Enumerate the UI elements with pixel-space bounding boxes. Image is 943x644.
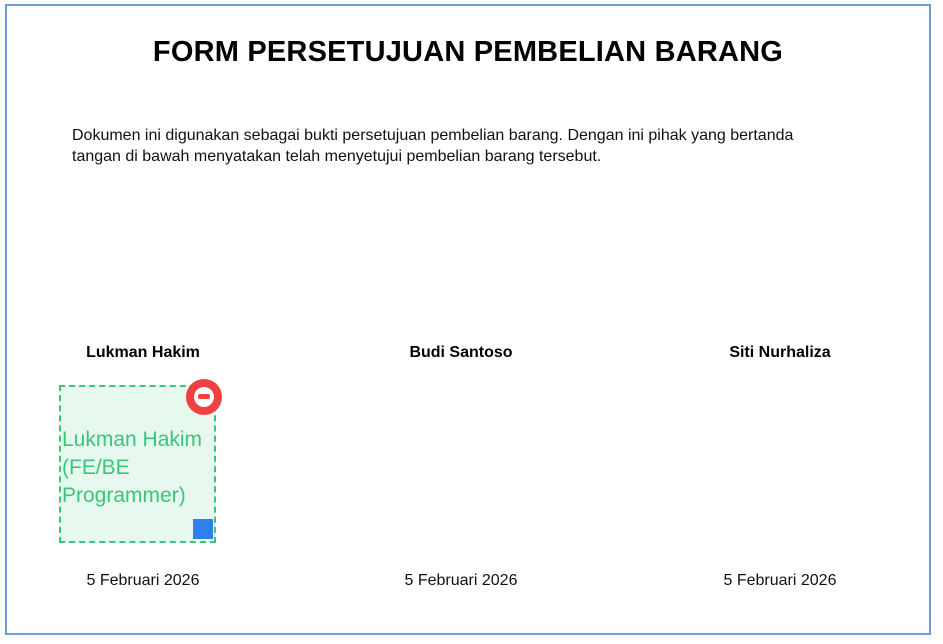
document-paragraph: Dokumen ini digunakan sebagai bukti persetujuan pembelian barang. Dengan ini pihak yang bertanda tangan di bawah menyatakan telah menyetujui pembelian barang tersebut. <box>72 127 794 165</box>
signer-date-3: 5 Februari 2026 <box>723 572 837 589</box>
document-page <box>5 4 931 635</box>
page-title: FORM PERSETUJUAN PEMBELIAN BARANG <box>152 36 784 68</box>
signer-date-2: 5 Februari 2026 <box>404 572 518 589</box>
signer-name-3: Siti Nurhaliza <box>729 344 831 361</box>
remove-signature-button[interactable] <box>186 379 222 415</box>
signer-name-2: Budi Santoso <box>409 344 513 361</box>
signer-date-1: 5 Februari 2026 <box>86 572 200 589</box>
signature-text: Lukman Hakim (FE/BE Programmer) <box>62 428 203 507</box>
resize-handle-icon[interactable] <box>193 519 213 539</box>
signer-name-1: Lukman Hakim <box>86 344 200 361</box>
